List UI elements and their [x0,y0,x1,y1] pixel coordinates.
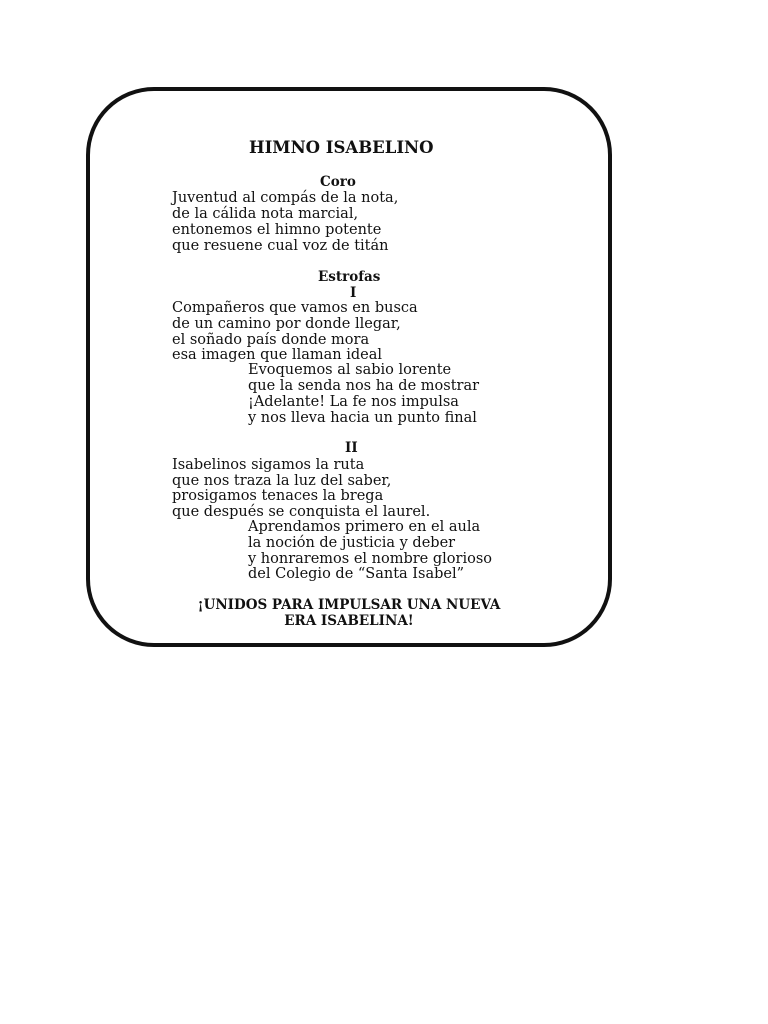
chorus-heading: Coro [320,174,356,190]
stanza-line: esa imagen que llaman ideal [172,347,382,363]
stanza-indented-line: y honraremos el nombre glorioso [248,551,492,567]
stanza-line: que nos traza la luz del saber, [172,473,392,489]
stanza-indented-line: ¡Adelante! La fe nos impulsa [248,394,459,410]
stanza-number-2: II [345,440,358,456]
chorus-line: de la cálida nota marcial, [172,206,359,222]
closing-slogan-line-2: ERA ISABELINA! [284,613,414,629]
chorus-line: entonemos el himno potente [172,222,382,238]
stanza-line: prosigamos tenaces la brega [172,488,384,504]
stanza-indented-line: Aprendamos primero en el aula [248,519,481,535]
stanza-indented-line: del Colegio de “Santa Isabel” [248,566,465,582]
stanza-line: Isabelinos sigamos la ruta [172,457,365,473]
closing-slogan-line-1: ¡UNIDOS PARA IMPULSAR UNA NUEVA [197,597,501,613]
stanza-indented-line: la noción de justicia y deber [248,535,456,551]
stanza-line: Compañeros que vamos en busca [172,300,418,316]
stanza-line: el soñado país donde mora [172,332,370,348]
stanza-indented-line: y nos lleva hacia un punto final [248,410,477,426]
verses-heading: Estrofas [318,269,381,285]
chorus-line: Juventud al compás de la nota, [172,190,399,206]
stanza-number-1: I [350,285,357,301]
stanza-line: de un camino por donde llegar, [172,316,401,332]
stanza-indented-line: Evoquemos al sabio lorente [248,362,452,378]
stanza-line: que después se conquista el laurel. [172,504,431,520]
stanza-indented-line: que la senda nos ha de mostrar [248,378,480,394]
hymn-title: HIMNO ISABELINO [249,138,434,157]
chorus-line: que resuene cual voz de titán [172,238,389,254]
